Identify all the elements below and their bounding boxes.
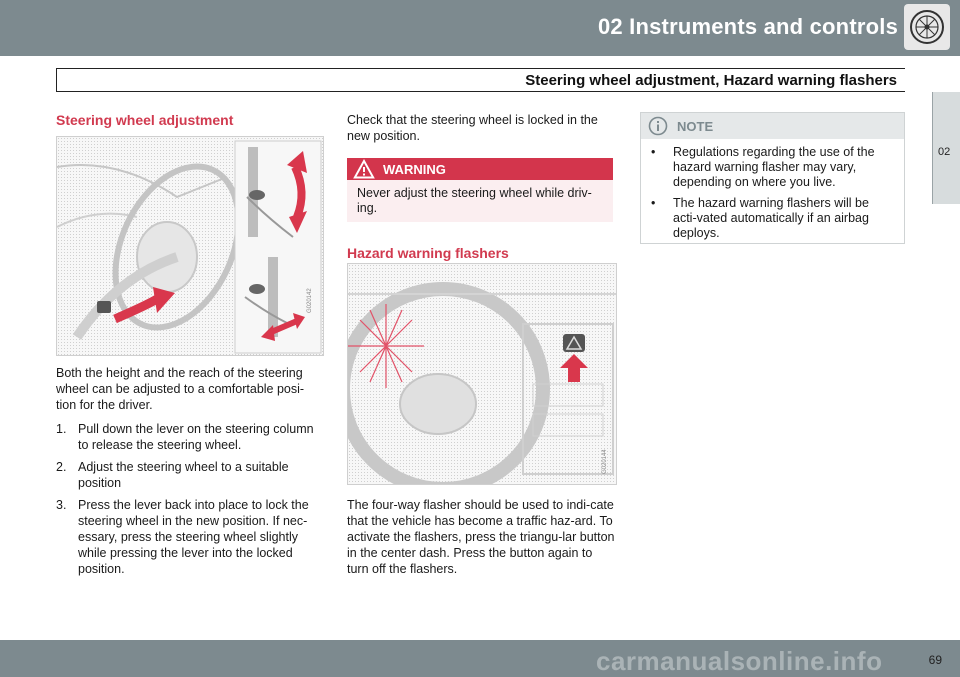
warning-text: Never adjust the steering wheel while driv-ing. bbox=[357, 186, 592, 215]
steering-intro: Both the height and the reach of the steering wheel can be adjusted to a comfortable posi-tion for the driver. bbox=[56, 366, 305, 412]
section-title: Steering wheel adjustment, Hazard warning flashers bbox=[525, 71, 897, 89]
section-header bbox=[56, 68, 905, 92]
steering-body bbox=[56, 365, 324, 583]
warning-box bbox=[347, 158, 613, 222]
info-icon bbox=[648, 116, 668, 139]
note-list bbox=[641, 139, 904, 241]
chapter-title: 02 Instruments and controls bbox=[597, 14, 898, 39]
hazard-heading: Hazard warning flashers bbox=[347, 245, 509, 261]
figure-code: G020142 bbox=[307, 288, 313, 313]
list-item: 1. Pull down the lever on the steering column to release the steering wheel. bbox=[56, 422, 314, 452]
hazard-flasher-figure bbox=[347, 263, 617, 485]
steering-wheel-emblem-icon bbox=[904, 4, 950, 50]
note-label: NOTE bbox=[677, 118, 714, 134]
steering-wheel-figure bbox=[56, 136, 324, 356]
page-number: 69 bbox=[928, 653, 942, 667]
warning-triangle-icon bbox=[353, 159, 375, 182]
steering-heading: Steering wheel adjustment bbox=[56, 112, 234, 128]
note-box bbox=[640, 112, 905, 244]
list-item: • Regulations regarding the use of the hazard warning flasher may vary, depending on where you live. bbox=[651, 145, 875, 189]
steering-steps-list bbox=[56, 421, 324, 577]
side-tab-label: 02 bbox=[938, 146, 951, 158]
note-header bbox=[641, 113, 904, 139]
list-item: 3. Press the lever back into place to lock the steering wheel in the new position. If nec-essary, press the steering wheel slightly while pressing the lever into the locked position. bbox=[56, 498, 309, 576]
list-item: • The hazard warning flashers will be acti-vated automatically if an airbag deploys. bbox=[651, 196, 869, 240]
middle-column bbox=[347, 112, 617, 144]
watermark: carmanualsonline.info bbox=[596, 646, 883, 676]
list-item: 2. Adjust the steering wheel to a suitable position bbox=[56, 460, 289, 490]
warning-label: WARNING bbox=[383, 161, 446, 177]
figure-code: G020144 bbox=[602, 449, 608, 474]
warning-header bbox=[347, 158, 613, 180]
hazard-text: The four-way flasher should be used to indi-cate that the vehicle has become a traffic haz-ard. To activate the flashers, press the triangu-lar button in the center dash. Press the button again to turn off the flashers. bbox=[347, 498, 615, 576]
steering-column bbox=[56, 112, 324, 128]
check-text: Check that the steering wheel is locked in the new position. bbox=[347, 113, 598, 143]
